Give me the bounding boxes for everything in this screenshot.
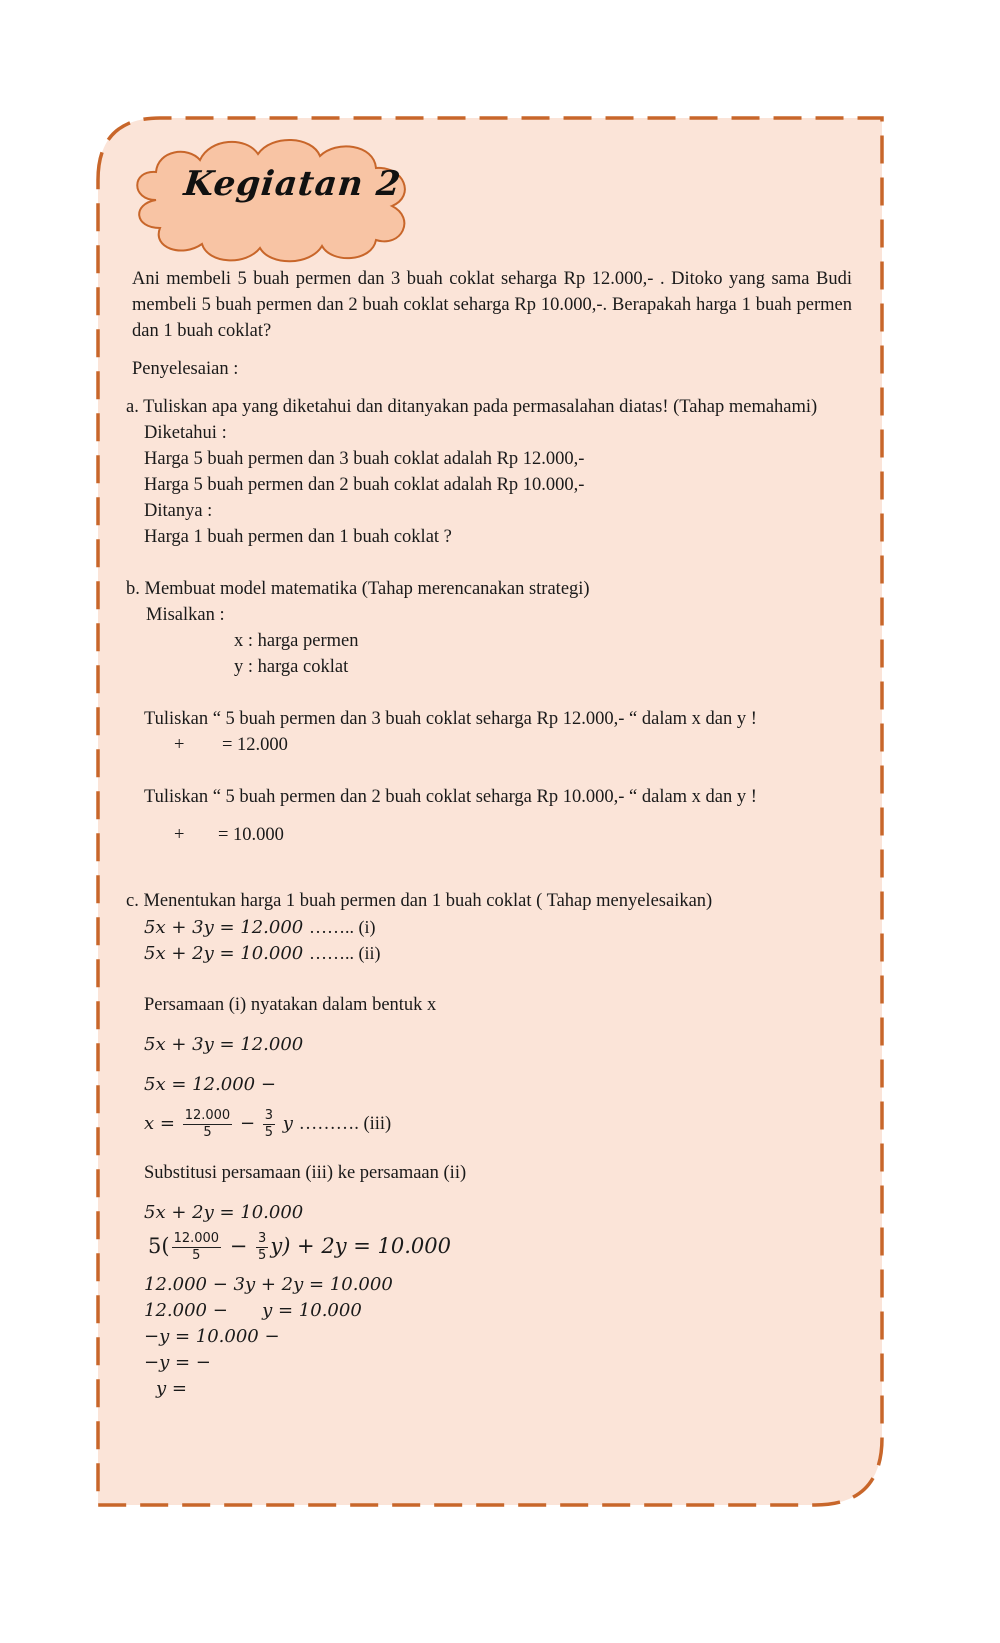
part-c-heading: c. Menentukan harga 1 buah permen dan 1 buah coklat ( Tahap menyelesaikan): [126, 891, 713, 911]
fraction-denominator: 5: [264, 1124, 274, 1140]
fraction-denominator: 5: [192, 1248, 201, 1263]
step-label-2: Substitusi persamaan (iii) ke persamaan (ii): [144, 1163, 467, 1183]
equation-ii-tag: …….. (ii): [309, 943, 381, 963]
equation-i: [144, 914, 376, 941]
fraction-numerator: 3: [264, 1107, 274, 1123]
step-t1: 5x + 2y = 10.000: [144, 1202, 304, 1223]
let-x: x : harga permen: [234, 631, 359, 651]
let-y: y : harga coklat: [234, 657, 349, 677]
step-s3-var: y: [282, 1113, 293, 1134]
fraction-numerator: 12.000: [184, 1107, 231, 1123]
step-t7: y =: [156, 1378, 187, 1399]
page-title: Kegiatan 2: [181, 164, 404, 204]
fraction-numerator: 3: [258, 1231, 267, 1246]
step-t2-open: 5(: [148, 1234, 170, 1258]
fraction-numerator: 12.000: [173, 1231, 220, 1246]
part-b-heading: b. Membuat model matematika (Tahap merencanakan strategi): [126, 579, 590, 599]
step-s3-lhs: x =: [144, 1113, 175, 1134]
task-1: Tuliskan “ 5 buah permen dan 3 buah coklat seharga Rp 12.000,- “ dalam x dan y !: [144, 709, 757, 729]
blank-1-rhs: = 12.000: [222, 735, 288, 755]
fraction-denominator: 5: [203, 1124, 212, 1140]
equation-ii-expr: 5x + 2y = 10.000: [144, 943, 304, 964]
equation-i-tag: …….. (i): [309, 917, 376, 937]
step-t2: [148, 1226, 451, 1266]
known-label: Diketahui :: [144, 423, 227, 443]
blank-2-plus: +: [174, 825, 185, 845]
step-label-1: Persamaan (i) nyatakan dalam bentuk x: [144, 995, 437, 1015]
blank-1-plus: +: [174, 735, 185, 755]
fraction-3-over-5: [256, 1231, 268, 1264]
asked-label: Ditanya :: [144, 501, 213, 521]
step-t3: 12.000 − 3y + 2y = 10.000: [144, 1274, 393, 1295]
fraction-3-over-5: [263, 1108, 275, 1141]
step-t2-minus: −: [229, 1234, 248, 1258]
fraction-denominator: 5: [258, 1248, 267, 1263]
step-s3: [144, 1104, 391, 1144]
let-label: Misalkan :: [146, 605, 225, 625]
step-t4: 12.000 − y = 10.000: [144, 1300, 362, 1321]
step-s3-tag: ………. (iii): [298, 1114, 392, 1134]
step-s3-minus: −: [239, 1113, 256, 1134]
task-2: Tuliskan “ 5 buah permen dan 2 buah coklat seharga Rp 10.000,- “ dalam x dan y !: [144, 787, 757, 807]
problem-text: Ani membeli 5 buah permen dan 3 buah coklat seharga Rp 12.000,- . Ditoko yang sama Budi membeli 5 buah permen dan 2 buah coklat seharga Rp 10.000,-. Berapakah harga 1 buah permen dan 1 buah coklat?: [132, 269, 852, 341]
step-s1: 5x + 3y = 12.000: [144, 1034, 304, 1055]
blank-2-rhs: = 10.000: [218, 825, 284, 845]
known-item-2: Harga 5 buah permen dan 2 buah coklat adalah Rp 10.000,-: [144, 475, 585, 495]
fraction-12000-over-5: [183, 1108, 233, 1141]
known-item-1: Harga 5 buah permen dan 3 buah coklat adalah Rp 12.000,-: [144, 449, 585, 469]
equation-i-expr: 5x + 3y = 12.000: [144, 917, 304, 938]
equation-ii: [144, 940, 381, 967]
solution-label: Penyelesaian :: [132, 359, 239, 379]
step-t6: −y = −: [144, 1352, 211, 1373]
step-t5: −y = 10.000 −: [144, 1326, 280, 1347]
step-t2-rest: y) + 2y = 10.000: [270, 1234, 451, 1258]
part-a-heading: a. Tuliskan apa yang diketahui dan ditanyakan pada permasalahan diatas! (Tahap memahami): [126, 397, 818, 417]
step-s2: 5x = 12.000 −: [144, 1074, 276, 1095]
fraction-12000-over-5: [172, 1231, 222, 1264]
asked-item: Harga 1 buah permen dan 1 buah coklat ?: [144, 527, 452, 547]
